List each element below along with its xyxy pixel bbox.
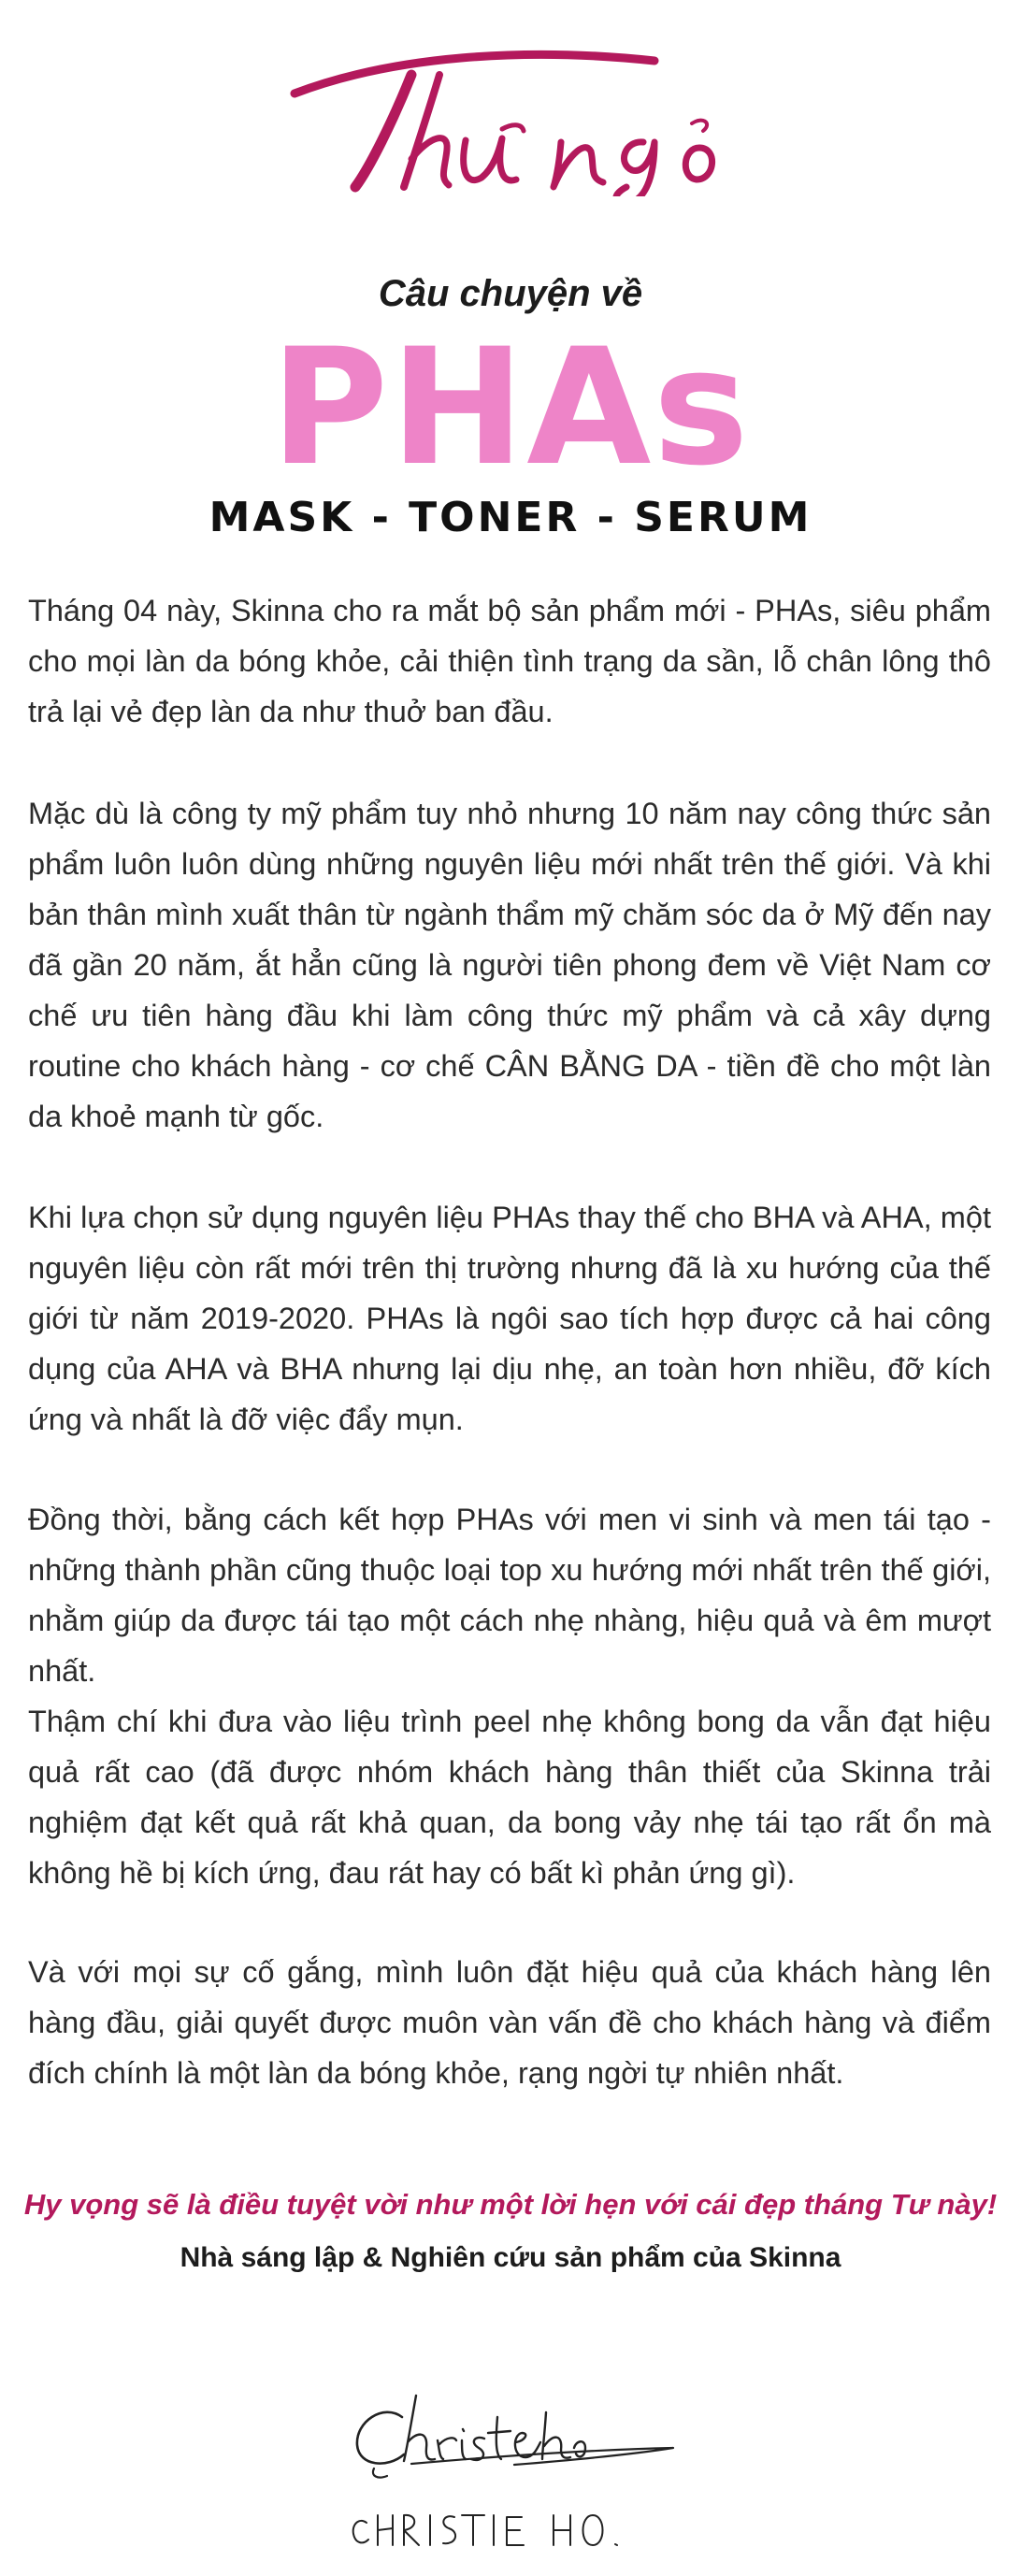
- closing-quote: Hy vọng sẽ là điều tuyệt vời như một lời hẹn với cái đẹp tháng Tư này!: [23, 2188, 998, 2221]
- product-line: MASK - TONER - SERUM: [209, 494, 812, 541]
- paragraph-text: Khi lựa chọn sử dụng nguyên liệu PHAs thay thế cho BHA và AHA, một nguyên liệu còn rất mới trên thị trường nhưng đã là xu hướng của thế giới từ năm 2019-2020. PHAs là ngôi sao tích hợp được cả hai công dụng của AHA và BHA nhưng lại dịu nhẹ, an toàn hơn nhiều, đỡ kích ứng và nhất là đỡ việc đẩy mụn.: [28, 1201, 991, 1436]
- letter-paragraph-3: [28, 1192, 991, 1445]
- letter-paragraph-4: [28, 1494, 991, 1898]
- paragraph-text: Đồng thời, bằng cách kết hợp PHAs với men vi sinh và men tái tạo - những thành phần cũng thuộc loại top xu hướng mới nhất trên thế giới, nhằm giúp da được tái tạo một cách nhẹ nhàng, hiệu quả và êm mượt nhất.: [28, 1503, 991, 1688]
- letter-paragraph-2: [28, 788, 991, 1142]
- brand-title: PHAs: [270, 313, 751, 501]
- paragraph-text: Và với mọi sự cố gắng, mình luôn đặt hiệu quả của khách hàng lên hàng đầu, giải quyết được muôn vàn vấn đề cho khách hàng và điểm đích chính là một làn da bóng khỏe, rạng ngời tự nhiên nhất.: [28, 1955, 991, 2090]
- subtitle: Câu chuyện về: [378, 273, 643, 314]
- letter-paragraph-1: [28, 585, 991, 737]
- letter-paragraph-5: [28, 1947, 991, 2098]
- paragraph-text: Thậm chí khi đưa vào liệu trình peel nhẹ không bong da vẫn đạt hiệu quả rất cao (đã được nhóm khách hàng thân thiết của Skinna trải nghiệm đạt kết quả rất khả quan, da bong vảy nhẹ tái tạo rất ổn mà không hề bị kích ứng, đau rát hay có bất kì phản ứng gì).: [28, 1705, 991, 1890]
- founder-line: Nhà sáng lập & Nghiên cứu sản phẩm của Skinna: [180, 2242, 841, 2273]
- paragraph-text: Mặc dù là công ty mỹ phẩm tuy nhỏ nhưng 10 năm nay công thức sản phẩm luôn luôn dùng những nguyên liệu mới nhất trên thế giới. Và khi bản thân mình xuất thân từ ngành thẩm mỹ chăm sóc da ở Mỹ đến nay đã gần 20 năm, ắt hẳn cũng là người tiên phong đem về Việt Nam cơ chế ưu tiên hàng đầu khi làm công thức mỹ phẩm và cả xây dựng routine cho khách hàng - cơ chế CÂN BẰNG DA - tiền đề cho một làn da khoẻ mạnh từ gốc.: [28, 797, 991, 1133]
- paragraph-text: Tháng 04 này, Skinna cho ra mắt bộ sản phẩm mới - PHAs, siêu phẩm cho mọi làn da bóng khỏe, cải thiện tình trạng da sần, lỗ chân lông thô trả lại vẻ đẹp làn da như thuở ban đầu.: [28, 594, 991, 728]
- script-title-logo: [0, 37, 1021, 196]
- signature-image: [346, 2375, 683, 2562]
